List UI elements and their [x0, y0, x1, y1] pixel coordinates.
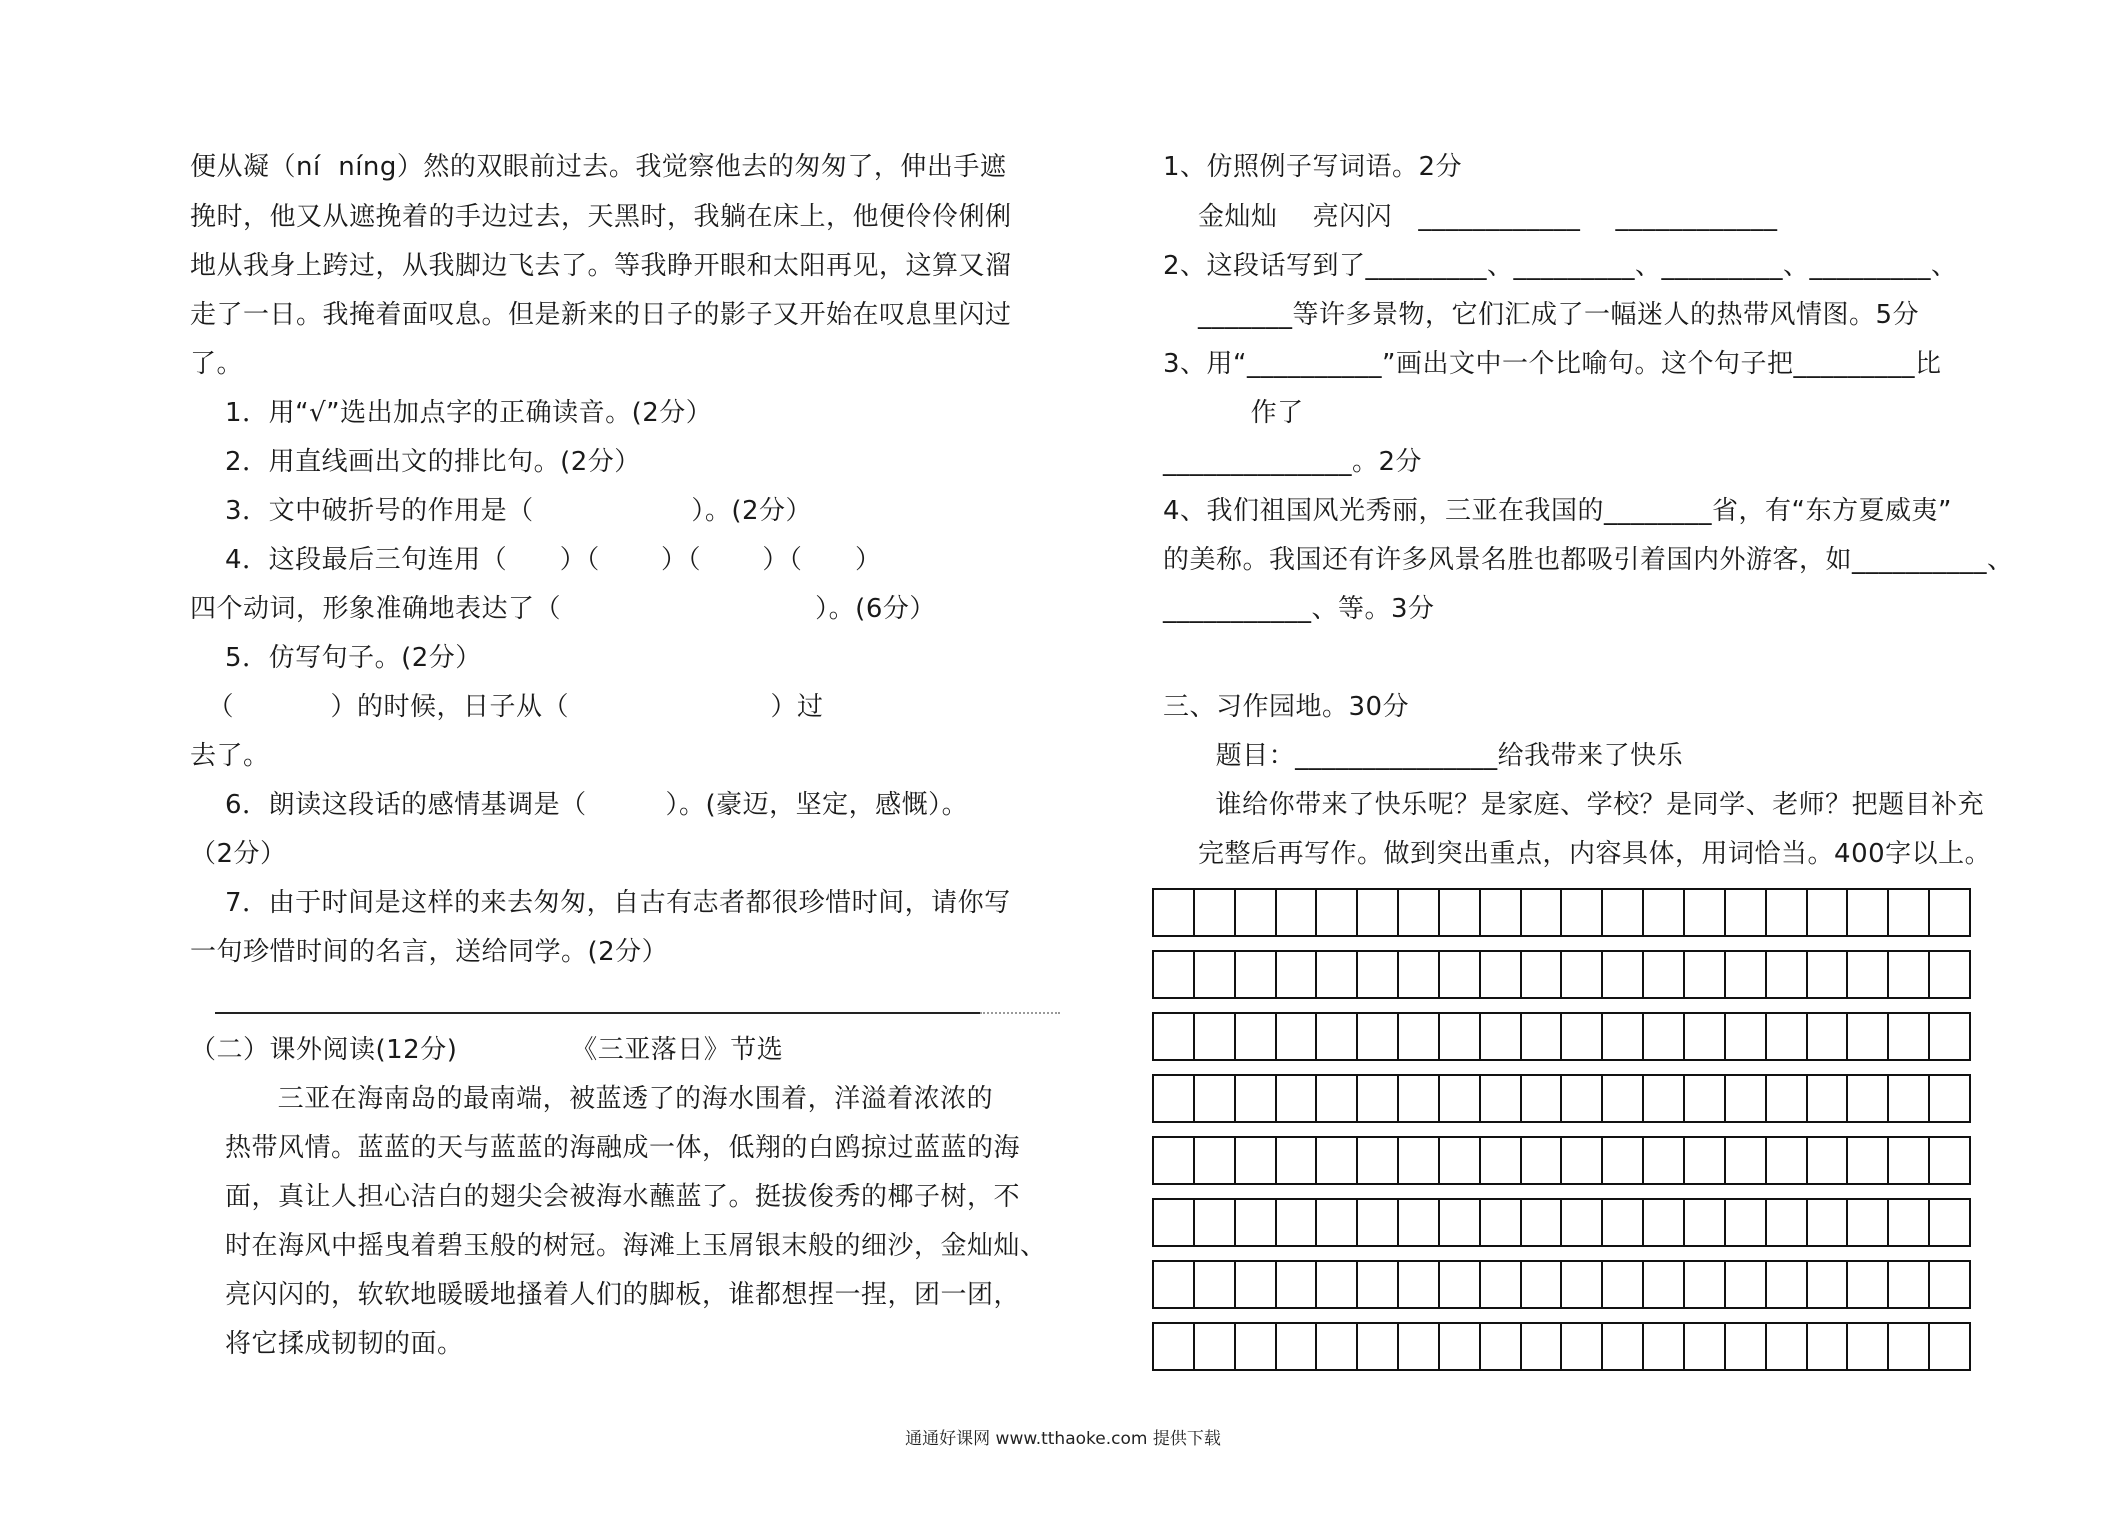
grid-cell: [1236, 1200, 1277, 1245]
question-r2-cont: _______等许多景物，它们汇成了一幅迷人的热带风情图。5分: [1163, 300, 1920, 330]
grid-cell: [1889, 952, 1930, 997]
grid-cell: [1522, 1324, 1563, 1369]
question-r2: 2、这段话写到了_________、_________、_________、_________、: [1163, 251, 1958, 281]
grid-cell: [1399, 1200, 1440, 1245]
essay-instructions: 谁给你带来了快乐呢？是家庭、学校？是同学、老师？把题目补充: [1163, 790, 1985, 820]
grid-cell: [1562, 890, 1603, 935]
grid-cell: [1481, 890, 1522, 935]
grid-cell: [1440, 1200, 1481, 1245]
grid-cell: [1808, 952, 1849, 997]
grid-cell: [1848, 1014, 1889, 1059]
grid-row: [1152, 1260, 1971, 1309]
grid-cell: [1644, 1324, 1685, 1369]
grid-cell: [1848, 1138, 1889, 1183]
grid-cell: [1277, 1014, 1318, 1059]
grid-cell: [1195, 890, 1236, 935]
grid-cell: [1685, 1076, 1726, 1121]
grid-cell: [1767, 1076, 1808, 1121]
grid-cell: [1317, 1014, 1358, 1059]
grid-cell: [1440, 1076, 1481, 1121]
grid-cell: [1277, 1076, 1318, 1121]
grid-cell: [1603, 1200, 1644, 1245]
grid-cell: [1399, 1324, 1440, 1369]
grid-cell: [1277, 1200, 1318, 1245]
grid-cell: [1481, 1200, 1522, 1245]
grid-cell: [1399, 1262, 1440, 1307]
grid-cell: [1236, 952, 1277, 997]
grid-cell: [1848, 952, 1889, 997]
question-4: 4．这段最后三句连用（ ）（ ）（ ）（ ）: [190, 545, 882, 575]
grid-cell: [1848, 1262, 1889, 1307]
grid-cell: [1317, 952, 1358, 997]
sanya-passage-line: 时在海风中摇曳着碧玉般的树冠。海滩上玉屑银末般的细沙，金灿灿、: [190, 1231, 1047, 1261]
question-7-cont: 一句珍惜时间的名言，送给同学。(2分）: [190, 937, 669, 967]
grid-cell: [1767, 890, 1808, 935]
sanya-passage-line: 三亚在海南岛的最南端，被蓝透了的海水围着，洋溢着浓浓的: [190, 1084, 994, 1114]
grid-cell: [1889, 1262, 1930, 1307]
grid-cell: [1522, 1262, 1563, 1307]
question-5-template: （ ）的时候，日子从（ ）过: [190, 692, 824, 722]
grid-cell: [1808, 1324, 1849, 1369]
grid-cell: [1930, 890, 1969, 935]
grid-cell: [1481, 1324, 1522, 1369]
grid-cell: [1848, 1076, 1889, 1121]
grid-cell: [1808, 1200, 1849, 1245]
grid-cell: [1481, 1014, 1522, 1059]
reading-passage-line: 地从我身上跨过，从我脚边飞去了。等我睁开眼和太阳再见，这算又溜: [190, 251, 1012, 281]
grid-cell: [1154, 1076, 1195, 1121]
grid-cell: [1440, 1262, 1481, 1307]
grid-cell: [1889, 1200, 1930, 1245]
section-three-heading: 三、习作园地。30分: [1163, 692, 1410, 722]
question-3: 3．文中破折号的作用是（ ）。(2分）: [190, 496, 813, 526]
grid-cell: [1317, 1262, 1358, 1307]
question-7: 7．由于时间是这样的来去匆匆，自古有志者都很珍惜时间，请你写: [190, 888, 1011, 918]
grid-cell: [1358, 890, 1399, 935]
grid-cell: [1236, 1262, 1277, 1307]
question-r1: 1、仿照例子写词语。2分: [1163, 152, 1463, 182]
grid-cell: [1562, 952, 1603, 997]
grid-cell: [1481, 1138, 1522, 1183]
grid-cell: [1685, 1014, 1726, 1059]
grid-cell: [1808, 1138, 1849, 1183]
grid-cell: [1195, 952, 1236, 997]
grid-cell: [1767, 1138, 1808, 1183]
grid-cell: [1644, 890, 1685, 935]
sanya-passage-line: 热带风情。蓝蓝的天与蓝蓝的海融成一体，低翔的白鸥掠过蓝蓝的海: [190, 1133, 1021, 1163]
question-5: 5．仿写句子。(2分）: [190, 643, 482, 673]
grid-cell: [1154, 1200, 1195, 1245]
grid-cell: [1889, 1324, 1930, 1369]
grid-cell: [1440, 952, 1481, 997]
grid-cell: [1685, 1324, 1726, 1369]
grid-cell: [1317, 890, 1358, 935]
reading-passage-line: 挽时，他又从遮挽着的手边过去，天黑时，我躺在床上，他便伶伶俐俐: [190, 202, 1012, 232]
grid-cell: [1562, 1014, 1603, 1059]
grid-cell: [1522, 952, 1563, 997]
question-4-cont: 四个动词，形象准确地表达了（ ）。(6分）: [190, 594, 936, 624]
grid-cell: [1154, 1014, 1195, 1059]
question-1: 1．用“√”选出加点字的正确读音。(2分）: [190, 398, 713, 428]
grid-cell: [1522, 1138, 1563, 1183]
grid-cell: [1767, 1014, 1808, 1059]
grid-cell: [1399, 890, 1440, 935]
sanya-passage-line: 亮闪闪的，软软地暖暖地搔着人们的脚板，谁都想捏一捏，团一团，: [190, 1280, 1021, 1310]
grid-cell: [1481, 952, 1522, 997]
essay-instructions: 完整后再写作。做到突出重点，内容具体，用词恰当。400字以上。: [1163, 839, 1992, 869]
grid-cell: [1644, 1014, 1685, 1059]
grid-cell: [1848, 890, 1889, 935]
grid-cell: [1481, 1076, 1522, 1121]
grid-cell: [1358, 1014, 1399, 1059]
grid-cell: [1154, 952, 1195, 997]
grid-cell: [1685, 890, 1726, 935]
grid-cell: [1562, 1200, 1603, 1245]
footer-credit: 通通好课网 www.tthaoke.com 提供下载: [905, 1429, 1221, 1449]
grid-cell: [1236, 890, 1277, 935]
grid-cell: [1930, 1200, 1969, 1245]
question-2: 2．用直线画出文的排比句。(2分）: [190, 447, 641, 477]
grid-cell: [1154, 1324, 1195, 1369]
grid-cell: [1685, 1200, 1726, 1245]
grid-cell: [1481, 1262, 1522, 1307]
grid-row: [1152, 1322, 1971, 1371]
grid-cell: [1562, 1138, 1603, 1183]
grid-cell: [1154, 1138, 1195, 1183]
section-divider-dots: [980, 1012, 1060, 1014]
grid-cell: [1522, 1076, 1563, 1121]
grid-cell: [1358, 1262, 1399, 1307]
grid-cell: [1930, 1138, 1969, 1183]
grid-cell: [1277, 1138, 1318, 1183]
grid-cell: [1603, 890, 1644, 935]
question-r3-cont: 作了: [1163, 398, 1304, 428]
grid-cell: [1930, 952, 1969, 997]
question-r3-answer: ______________。2分: [1163, 447, 1423, 477]
grid-cell: [1399, 952, 1440, 997]
composition-grid: [1152, 888, 1971, 1384]
grid-cell: [1399, 1014, 1440, 1059]
grid-cell: [1685, 1138, 1726, 1183]
grid-cell: [1562, 1262, 1603, 1307]
grid-cell: [1317, 1076, 1358, 1121]
grid-cell: [1889, 890, 1930, 935]
question-r4-cont: 的美称。我国还有许多风景名胜也都吸引着国内外游客，如__________、: [1163, 545, 2014, 575]
grid-cell: [1358, 1200, 1399, 1245]
grid-cell: [1808, 890, 1849, 935]
reading-passage-line: 了。: [190, 349, 244, 379]
grid-cell: [1358, 1138, 1399, 1183]
grid-cell: [1522, 890, 1563, 935]
grid-cell: [1767, 1262, 1808, 1307]
grid-cell: [1277, 1262, 1318, 1307]
section-divider: [215, 1012, 980, 1014]
grid-cell: [1358, 952, 1399, 997]
grid-cell: [1767, 1200, 1808, 1245]
grid-cell: [1603, 1076, 1644, 1121]
question-r3: 3、用“__________”画出文中一个比喻句。这个句子把_________比: [1163, 349, 1942, 379]
grid-cell: [1685, 952, 1726, 997]
grid-cell: [1644, 1262, 1685, 1307]
grid-row: [1152, 950, 1971, 999]
grid-cell: [1889, 1138, 1930, 1183]
grid-row: [1152, 1074, 1971, 1123]
question-r4-answer: ___________、等。3分: [1163, 594, 1435, 624]
grid-cell: [1440, 1014, 1481, 1059]
grid-cell: [1930, 1262, 1969, 1307]
grid-row: [1152, 1198, 1971, 1247]
grid-cell: [1726, 952, 1767, 997]
grid-cell: [1440, 1324, 1481, 1369]
grid-cell: [1236, 1324, 1277, 1369]
grid-cell: [1644, 1138, 1685, 1183]
grid-cell: [1603, 952, 1644, 997]
grid-cell: [1317, 1138, 1358, 1183]
grid-cell: [1562, 1076, 1603, 1121]
grid-cell: [1603, 1324, 1644, 1369]
question-r4: 4、我们祖国风光秀丽，三亚在我国的________省，有“东方夏威夷”: [1163, 496, 1952, 526]
grid-cell: [1195, 1200, 1236, 1245]
grid-cell: [1726, 1324, 1767, 1369]
grid-cell: [1889, 1014, 1930, 1059]
grid-cell: [1195, 1138, 1236, 1183]
grid-cell: [1399, 1138, 1440, 1183]
section-heading: （二）课外阅读(12分) 《三亚落日》节选: [190, 1035, 784, 1065]
grid-row: [1152, 1012, 1971, 1061]
grid-cell: [1930, 1324, 1969, 1369]
grid-cell: [1358, 1324, 1399, 1369]
grid-cell: [1889, 1076, 1930, 1121]
grid-cell: [1195, 1262, 1236, 1307]
grid-cell: [1522, 1200, 1563, 1245]
grid-cell: [1767, 1324, 1808, 1369]
grid-cell: [1644, 1200, 1685, 1245]
reading-passage-line: 走了一日。我掩着面叹息。但是新来的日子的影子又开始在叹息里闪过: [190, 300, 1012, 330]
grid-cell: [1603, 1014, 1644, 1059]
grid-cell: [1644, 952, 1685, 997]
grid-cell: [1195, 1076, 1236, 1121]
reading-passage-line: 便从凝（nı́ nı́ng）然的双眼前过去。我觉察他去的匆匆了，伸出手遮: [190, 152, 1007, 182]
grid-cell: [1277, 1324, 1318, 1369]
sanya-passage-line: 将它揉成韧韧的面。: [190, 1329, 464, 1359]
grid-cell: [1726, 890, 1767, 935]
grid-cell: [1848, 1200, 1889, 1245]
grid-cell: [1808, 1076, 1849, 1121]
grid-cell: [1236, 1138, 1277, 1183]
grid-cell: [1399, 1076, 1440, 1121]
grid-row: [1152, 1136, 1971, 1185]
grid-cell: [1154, 890, 1195, 935]
grid-cell: [1358, 1076, 1399, 1121]
grid-row: [1152, 888, 1971, 937]
grid-cell: [1644, 1076, 1685, 1121]
grid-cell: [1317, 1200, 1358, 1245]
grid-cell: [1317, 1324, 1358, 1369]
grid-cell: [1930, 1076, 1969, 1121]
grid-cell: [1236, 1014, 1277, 1059]
grid-cell: [1726, 1138, 1767, 1183]
essay-title-line: 题目：_______________给我带来了快乐: [1163, 741, 1684, 771]
grid-cell: [1277, 890, 1318, 935]
grid-cell: [1726, 1262, 1767, 1307]
grid-cell: [1440, 890, 1481, 935]
grid-cell: [1726, 1200, 1767, 1245]
grid-cell: [1808, 1262, 1849, 1307]
grid-cell: [1767, 952, 1808, 997]
grid-cell: [1277, 952, 1318, 997]
grid-cell: [1685, 1262, 1726, 1307]
grid-cell: [1440, 1138, 1481, 1183]
grid-cell: [1562, 1324, 1603, 1369]
question-6-score: （2分）: [190, 839, 287, 869]
grid-cell: [1154, 1262, 1195, 1307]
question-5-cont: 去了。: [190, 741, 270, 771]
grid-cell: [1603, 1262, 1644, 1307]
grid-cell: [1603, 1138, 1644, 1183]
sanya-passage-line: 面，真让人担心洁白的翅尖会被海水蘸蓝了。挺拔俊秀的椰子树，不: [190, 1182, 1021, 1212]
question-r1-answer: 金灿灿 亮闪闪 ____________ ____________: [1163, 202, 1778, 232]
grid-cell: [1522, 1014, 1563, 1059]
grid-cell: [1848, 1324, 1889, 1369]
question-6: 6．朗读这段话的感情基调是（ ）。(豪迈，坚定，感慨）。: [190, 790, 969, 820]
grid-cell: [1726, 1014, 1767, 1059]
grid-cell: [1195, 1014, 1236, 1059]
grid-cell: [1195, 1324, 1236, 1369]
grid-cell: [1236, 1076, 1277, 1121]
grid-cell: [1726, 1076, 1767, 1121]
grid-cell: [1808, 1014, 1849, 1059]
grid-cell: [1930, 1014, 1969, 1059]
